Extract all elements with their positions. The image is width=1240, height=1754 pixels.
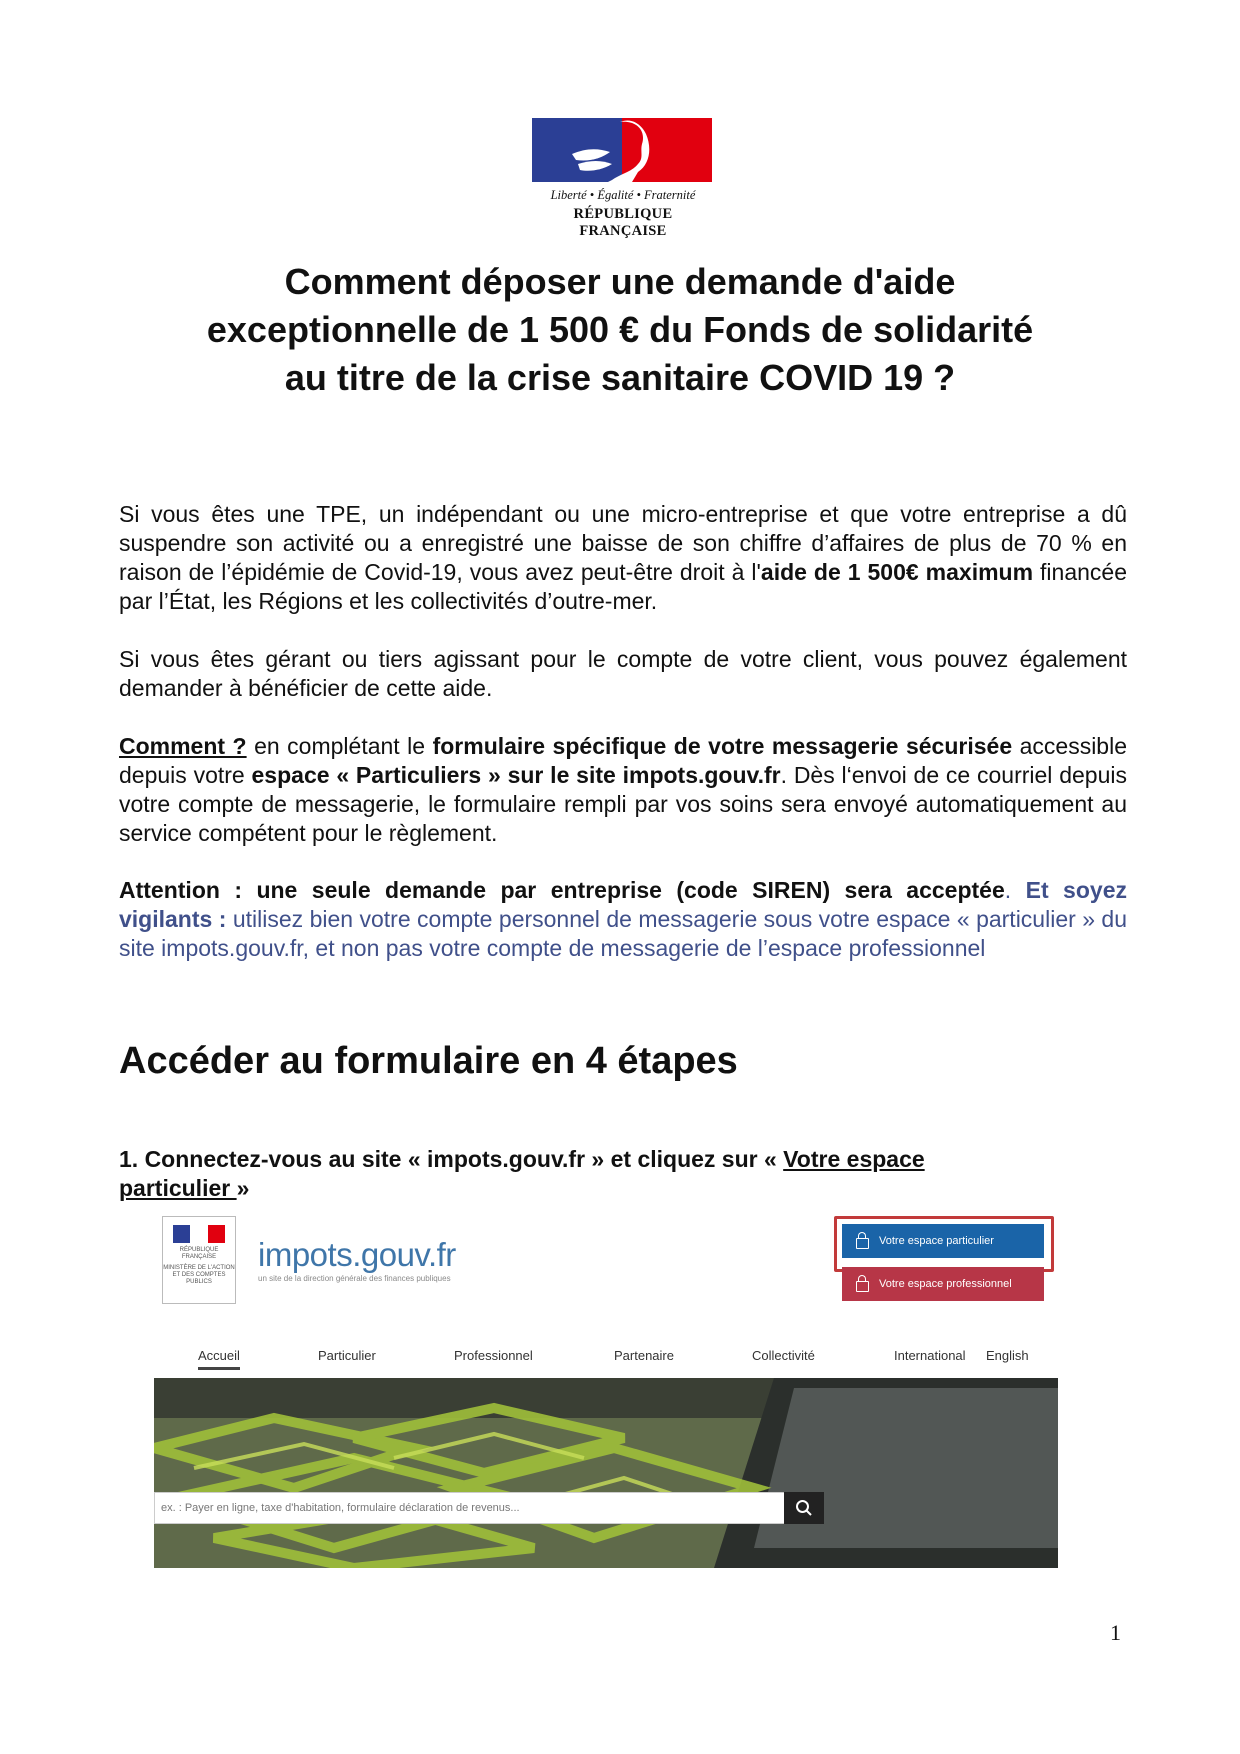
intro-text: Si vous êtes une TPE, un indépendant ou une micro-entreprise et que votre entreprise a dû suspendre son activité ou a enregistré une baisse de son chiffre d’affaires de plus de 70 % en raison de l’épidémie de Covid-19, vous avez peut-être droit à l' bbox=[119, 501, 1127, 585]
title-line-2: exceptionnelle de 1 500 € du Fonds de solidarité bbox=[206, 309, 1034, 350]
intro-bold: aide de 1 500€ maximum bbox=[760, 559, 1034, 585]
nav-partenaire[interactable]: Partenaire bbox=[614, 1348, 674, 1363]
ministry-republic: RÉPUBLIQUE FRANÇAISE bbox=[179, 1247, 219, 1260]
nav-english[interactable]: English bbox=[986, 1348, 1029, 1363]
ministry-logo bbox=[162, 1216, 236, 1304]
espace-particulier-label: Votre espace particulier bbox=[879, 1235, 994, 1247]
search-icon bbox=[795, 1499, 813, 1517]
attention-paragraph bbox=[119, 876, 1127, 963]
brand-subtitle: un site de la direction générale des finances publiques bbox=[258, 1274, 451, 1283]
lock-icon bbox=[856, 1281, 869, 1292]
hero-image bbox=[154, 1378, 1058, 1568]
page-title bbox=[110, 258, 1130, 402]
republic-label: RÉPUBLIQUE FRANÇAISE bbox=[573, 206, 673, 239]
comment-text-1: en complétant le bbox=[246, 733, 433, 759]
flag-marianne-icon bbox=[532, 118, 712, 182]
espace-professionnel-label: Votre espace professionnel bbox=[879, 1278, 1012, 1290]
title-line-3: au titre de la crise sanitaire COVID 19 ? bbox=[284, 357, 956, 398]
nav-professionnel[interactable]: Professionnel bbox=[454, 1348, 533, 1363]
gerant-paragraph: Si vous êtes gérant ou tiers agissant pour le compte de votre client, vous pouvez également demander à bénéficier de cette aide. bbox=[119, 646, 1127, 701]
step-1-prefix: 1. Connectez-vous au site « impots.gouv.fr » et cliquez sur « bbox=[119, 1146, 784, 1172]
intro-paragraph bbox=[119, 500, 1127, 616]
republique-francaise-logo bbox=[532, 118, 714, 240]
intro-text-end: financée par l’État, les Régions et les collectivités d’outre-mer. bbox=[119, 559, 1127, 614]
search-button[interactable] bbox=[784, 1492, 824, 1524]
attention-dot: . bbox=[1004, 877, 1012, 903]
comment-label: Comment ? bbox=[119, 733, 247, 759]
comment-bold-1: formulaire spécifique de votre messagerie sécurisée bbox=[432, 733, 1013, 759]
main-nav bbox=[154, 1348, 1058, 1372]
garden-hedge-image bbox=[154, 1378, 1058, 1568]
attention-bold: Attention : une seule demande par entreprise (code SIREN) sera acceptée bbox=[119, 877, 1005, 903]
vigilants-bold: Et soyez vigilants : bbox=[119, 877, 1127, 932]
step-1-link-text: Votre espace particulier bbox=[119, 1146, 925, 1201]
nav-international[interactable]: International bbox=[894, 1348, 966, 1363]
espace-professionnel-button[interactable] bbox=[842, 1267, 1044, 1301]
ministry-text: MINISTÈRE DE L'ACTION ET DES COMPTES PUBLICS bbox=[163, 1265, 235, 1285]
ministry-flag-icon bbox=[173, 1225, 225, 1243]
comment-text-2: accessible depuis votre bbox=[119, 733, 1127, 788]
comment-text-3: . Dès l‘envoi de ce courriel depuis votre compte de messagerie, le formulaire rempli par vos soins sera envoyé automatiquement au service compétent pour le règlement. bbox=[119, 762, 1127, 846]
nav-collectivite[interactable]: Collectivité bbox=[752, 1348, 815, 1363]
section-title: Accéder au formulaire en 4 étapes bbox=[119, 1040, 738, 1082]
impots-screenshot bbox=[154, 1212, 1058, 1568]
step-1-suffix: » bbox=[236, 1175, 250, 1201]
brand-logo: impots.gouv.fr bbox=[258, 1236, 456, 1273]
nav-accueil[interactable]: Accueil bbox=[198, 1348, 240, 1370]
espace-particulier-button[interactable] bbox=[842, 1224, 1044, 1258]
search-input[interactable]: ex. : Payer en ligne, taxe d'habitation, formulaire déclaration de revenus... bbox=[154, 1492, 824, 1524]
comment-paragraph bbox=[119, 732, 1127, 848]
step-1 bbox=[119, 1145, 1019, 1203]
vigilants-text: utilisez bien votre compte personnel de messagerie sous votre espace « particulier » du site impots.gouv.fr, et non pas votre compte de messagerie de l’espace professionnel bbox=[119, 906, 1128, 961]
title-line-1: Comment déposer une demande d'aide bbox=[284, 261, 956, 302]
nav-particulier[interactable]: Particulier bbox=[318, 1348, 376, 1363]
comment-bold-2: espace « Particuliers » sur le site impots.gouv.fr bbox=[251, 762, 781, 788]
page-number: 1 bbox=[1110, 1620, 1121, 1645]
motto: Liberté • Égalité • Fraternité bbox=[550, 188, 696, 202]
lock-icon bbox=[856, 1238, 869, 1249]
